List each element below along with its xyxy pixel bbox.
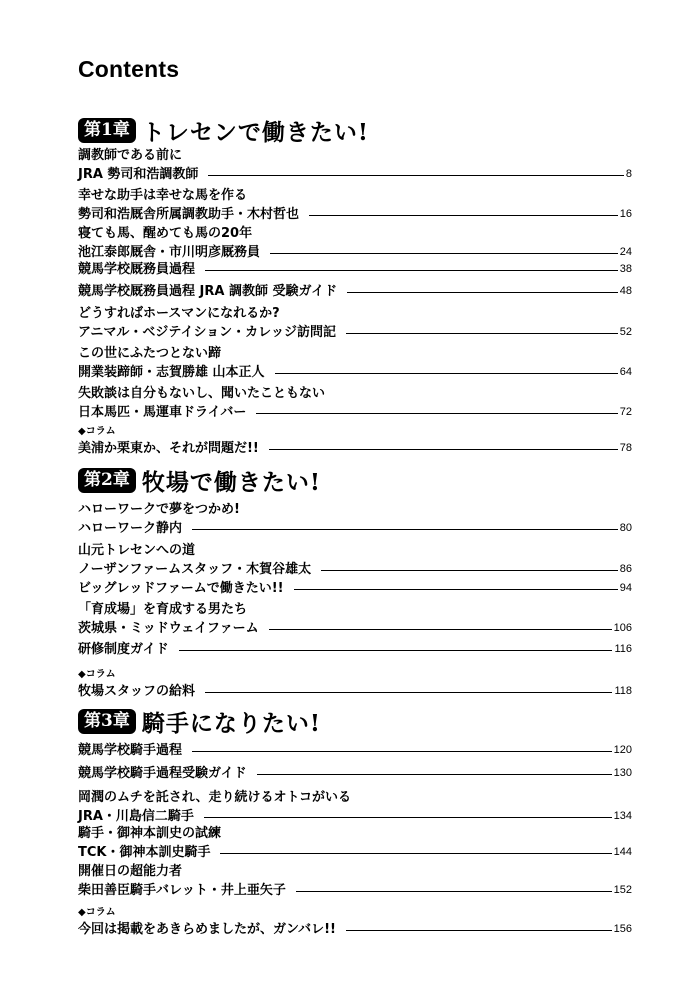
- entry-title-row: [78, 519, 632, 538]
- entry-title-row: [78, 579, 632, 598]
- entry-title-row: [78, 282, 632, 301]
- page-number: 80: [619, 522, 632, 534]
- entry-subtitle: 幸せな助手は幸せな馬を作る: [78, 188, 248, 203]
- entry-title: 開業装蹄師・志賀勝雄 山本正人: [78, 365, 265, 380]
- toc-entry[interactable]: [78, 579, 632, 598]
- entry-title-row: [78, 165, 632, 184]
- entry-title-row: [78, 920, 632, 939]
- chapter-title: 騎手になりたい!: [141, 709, 321, 737]
- toc-entry[interactable]: [78, 304, 632, 342]
- page-number: 94: [619, 582, 632, 594]
- toc-entry[interactable]: [78, 146, 632, 184]
- page-number: 78: [619, 442, 632, 454]
- entry-title-row: [78, 560, 632, 579]
- dot-leader: [179, 650, 613, 651]
- column-entry[interactable]: [78, 906, 632, 939]
- entry-title: 競馬学校厩務員過程: [78, 262, 196, 277]
- page-number: 72: [619, 406, 632, 418]
- toc-entry[interactable]: [78, 384, 632, 422]
- entry-title: 競馬学校騎手過程: [78, 743, 183, 758]
- entry-title: ハローワーク静内: [78, 521, 183, 536]
- page-number: 106: [613, 622, 632, 634]
- toc-entry[interactable]: [78, 600, 632, 638]
- entry-title-row: [78, 881, 632, 900]
- entry-title-row: [78, 619, 632, 638]
- page-number: 24: [619, 246, 632, 258]
- toc-entry[interactable]: [78, 500, 632, 538]
- entry-title: 茨城県・ミッドウェイファーム: [78, 621, 259, 636]
- dot-leader: [205, 270, 618, 271]
- entry-subtitle: ハローワークで夢をつかめ!: [78, 502, 240, 517]
- dot-leader: [309, 215, 618, 216]
- dot-leader: [204, 817, 612, 818]
- entry-title-row: [78, 640, 632, 659]
- page-number: 52: [619, 326, 632, 338]
- chapter-badge: 第3章: [78, 709, 136, 734]
- dot-leader: [275, 373, 618, 374]
- entry-title-row: [78, 843, 632, 862]
- entry-subtitle: 岡潤のムチを託され、走り続けるオトコがいる: [78, 790, 352, 805]
- entry-title: ビッグレッドファームで働きたい!!: [78, 581, 284, 596]
- dot-leader: [346, 930, 612, 931]
- entry-subtitle: 失敗談は自分もないし、聞いたこともない: [78, 386, 326, 401]
- dot-leader: [269, 449, 618, 450]
- column-entry[interactable]: [78, 668, 632, 701]
- dot-leader: [294, 589, 618, 590]
- entry-title: TCK・御神本訓史騎手: [78, 845, 211, 860]
- entry-title-row: [78, 205, 632, 224]
- entry-title: JRA 勢司和浩調教師: [78, 167, 199, 182]
- entry-title-row: [78, 764, 632, 783]
- toc-entry[interactable]: [78, 640, 632, 659]
- dot-leader: [208, 175, 623, 176]
- page-number: 144: [613, 846, 632, 858]
- entry-subtitle: 調教師である前に: [78, 148, 183, 163]
- entry-title: 日本馬匹・馬運車ドライバー: [78, 405, 247, 420]
- entry-title-row: [78, 682, 632, 701]
- entry-title: 競馬学校厩務員過程 JRA 調教師 受験ガイド: [78, 284, 338, 299]
- page-number: 8: [625, 168, 632, 180]
- page-number: 120: [613, 744, 632, 756]
- page-number: 48: [619, 285, 632, 297]
- entry-subtitle: どうすればホースマンになれるか?: [78, 306, 280, 321]
- dot-leader: [269, 629, 612, 630]
- toc-entry[interactable]: [78, 788, 632, 826]
- dot-leader: [192, 529, 618, 530]
- entry-title: 美浦か栗東か、それが問題だ!!: [78, 441, 259, 456]
- toc-entry[interactable]: [78, 344, 632, 382]
- toc-entry[interactable]: [78, 224, 632, 262]
- toc-entry[interactable]: [78, 824, 632, 862]
- entry-subtitle: 山元トレセンへの道: [78, 543, 196, 558]
- dot-leader: [296, 891, 612, 892]
- entry-subtitle: 「育成場」を育成する男たち: [78, 602, 248, 617]
- entry-title: 今回は掲載をあきらめましたが、ガンバレ!!: [78, 922, 336, 937]
- dot-leader: [220, 853, 611, 854]
- toc-entry[interactable]: [78, 186, 632, 224]
- entry-subtitle: 開催日の超能力者: [78, 864, 183, 879]
- dot-leader: [192, 751, 612, 752]
- toc-entry[interactable]: [78, 862, 632, 900]
- page-number: 152: [613, 884, 632, 896]
- page-number: 118: [614, 685, 632, 697]
- page-number: 116: [614, 643, 632, 655]
- entry-title: 柴田善臣騎手バレット・井上亜矢子: [78, 883, 286, 898]
- entry-subtitle: 寝ても馬、醒めても馬の20年: [78, 226, 253, 241]
- page-number: 86: [619, 563, 632, 575]
- dot-leader: [256, 413, 617, 414]
- entry-title: 池江泰郎厩舎・市川明彦厩務員: [78, 245, 261, 260]
- chapter-heading: [78, 465, 321, 495]
- column-tag: ◆コラム: [78, 669, 116, 680]
- toc-entry[interactable]: [78, 741, 632, 760]
- toc-entry[interactable]: [78, 764, 632, 783]
- entry-title-row: [78, 403, 632, 422]
- dot-leader: [347, 292, 618, 293]
- chapter-heading: [78, 115, 369, 145]
- entry-title: 勢司和浩厩舎所属調教助手・木村哲也: [78, 207, 300, 222]
- chapter-badge: 第1章: [78, 118, 136, 143]
- dot-leader: [321, 570, 618, 571]
- dot-leader: [346, 333, 618, 334]
- page-number: 16: [619, 208, 632, 220]
- entry-subtitle: 騎手・御神本訓史の試練: [78, 826, 222, 841]
- toc-entry[interactable]: [78, 282, 632, 301]
- chapter-title: 牧場で働きたい!: [141, 468, 321, 496]
- page-number: 156: [613, 923, 632, 935]
- toc-entry[interactable]: [78, 260, 632, 279]
- page-title: Contents: [78, 56, 180, 82]
- dot-leader: [205, 692, 612, 693]
- page-number: 38: [619, 263, 632, 275]
- entry-title-row: [78, 260, 632, 279]
- entry-title: 研修制度ガイド: [78, 642, 169, 657]
- entry-title: 牧場スタッフの給料: [78, 684, 196, 699]
- entry-title: アニマル・ベジテイション・カレッジ訪問記: [78, 325, 337, 340]
- entry-title-row: [78, 323, 632, 342]
- page-number: 130: [613, 767, 632, 779]
- toc-entry[interactable]: [78, 541, 632, 579]
- chapter-badge: 第2章: [78, 468, 136, 493]
- chapter-heading: [78, 706, 321, 736]
- page-number: 64: [619, 366, 632, 378]
- entry-title: JRA・川島信二騎手: [78, 809, 194, 824]
- dot-leader: [270, 253, 618, 254]
- column-tag: ◆コラム: [78, 426, 116, 437]
- entry-title: 競馬学校騎手過程受験ガイド: [78, 766, 247, 781]
- page-number: 134: [613, 810, 632, 822]
- entry-title-row: [78, 363, 632, 382]
- entry-title: ノーザンファームスタッフ・木賀谷雄太: [78, 562, 312, 577]
- chapter-title: トレセンで働きたい!: [141, 118, 369, 146]
- column-entry[interactable]: [78, 425, 632, 458]
- entry-title-row: [78, 741, 632, 760]
- entry-title-row: [78, 439, 632, 458]
- dot-leader: [257, 774, 612, 775]
- entry-subtitle: この世にふたつとない蹄: [78, 346, 222, 361]
- column-tag: ◆コラム: [78, 907, 116, 918]
